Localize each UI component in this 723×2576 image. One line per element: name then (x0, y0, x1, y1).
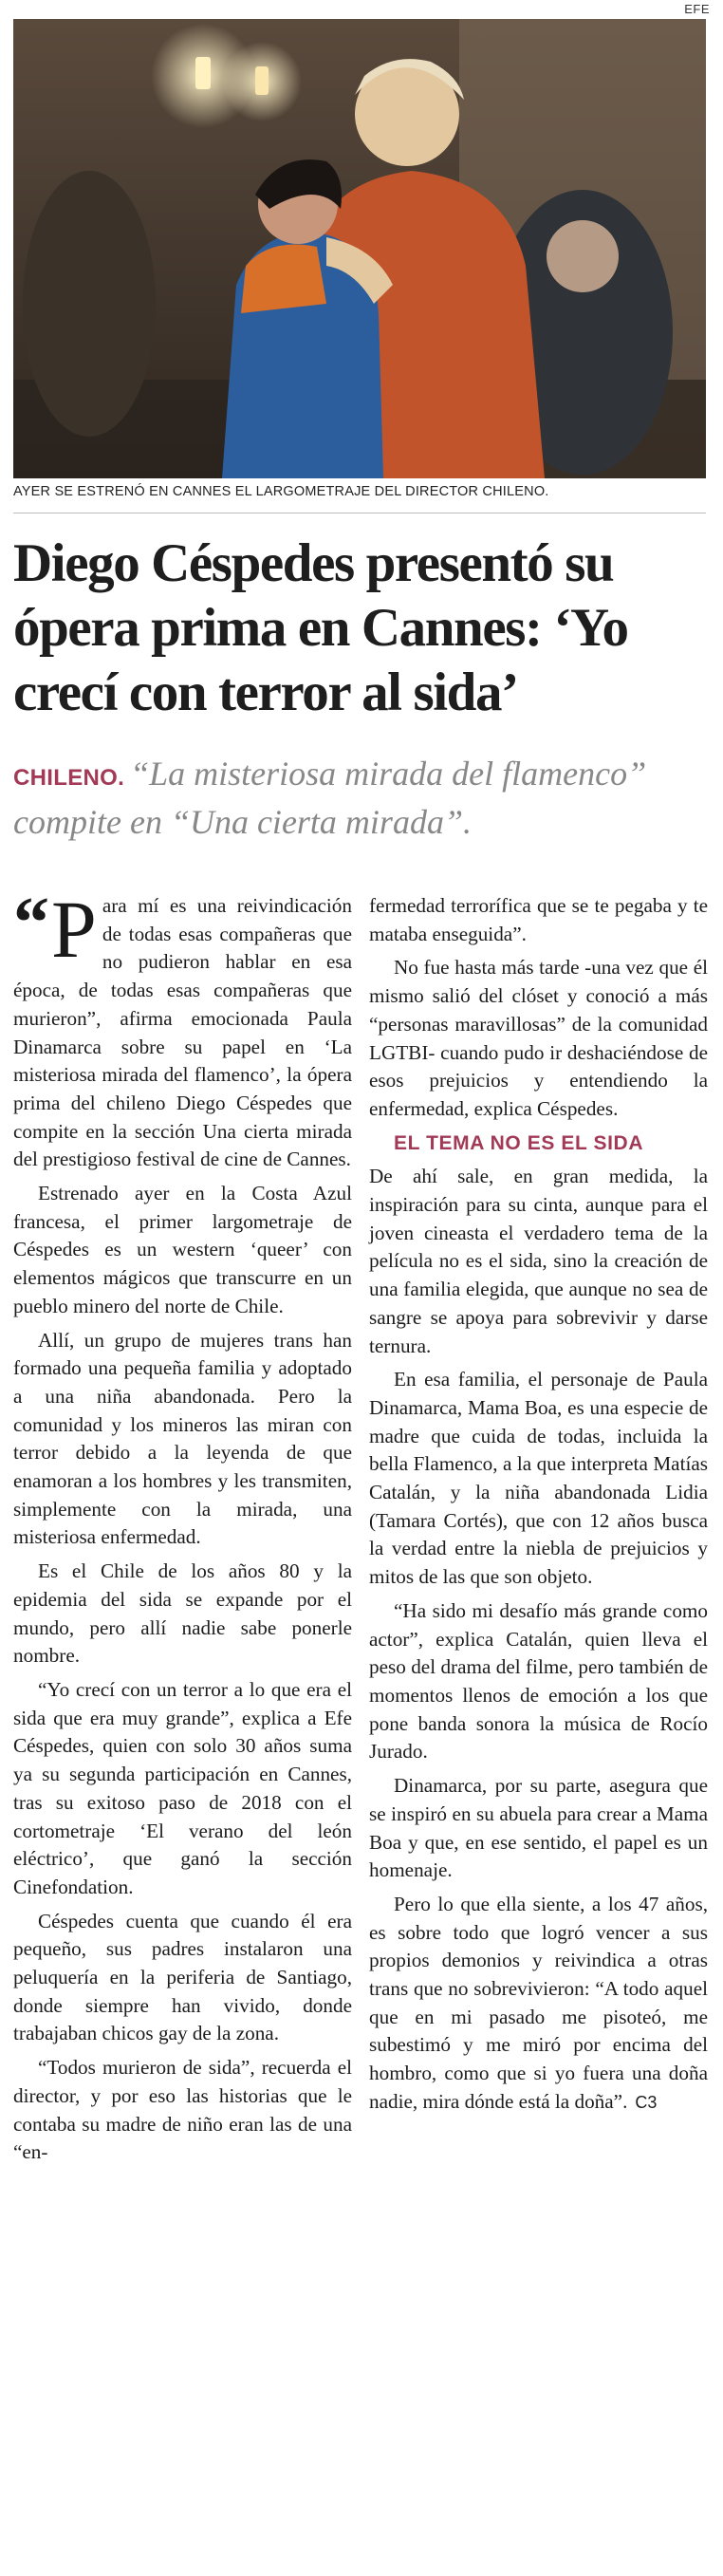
paragraph-10: De ahí sale, en gran medida, la inspiración para su cinta, aunque para el joven cineasta el verdadero tema de la película no es el sida, sino la creación de una familia elegida, que aunque no sea de sangre se apoya para sobrevivir y darse ternura. (369, 1165, 708, 1357)
paragraph-1-text: ara mí es una reivindicación de todas esas compañeras que no pudieron hablar en esa época, de todas esas compañeras que murieron”, afirma emocionada Paula Dinamarca sobre su papel en ‘La misteriosa mirada del flamenco’, la ópera prima del chileno Diego Céspedes que compite en la sección Una cierta mirada del prestigioso festival de cine de Cannes. (13, 894, 352, 1171)
paragraph-3: Allí, un grupo de mujeres trans han formado una pequeña familia y adoptado a una niña abandonada. Pero la comunidad y los mineros las miran con terror debido a la leyenda de que enamoran a los hombres y les transmiten, simplemente con la mirada, una misteriosa enfermedad. (13, 1328, 352, 1549)
photo-credit: EFE (684, 2, 710, 16)
paragraph-13: Dinamarca, por su parte, asegura que se inspiró en su abuela para crear a Mama Boa y que, en ese sentido, el papel es un homenaje. (369, 1774, 708, 1882)
opening-paragraph (13, 883, 352, 1174)
article-column-right (369, 892, 708, 2123)
photo-caption: AYER SE ESTRENÓ EN CANNES EL LARGOMETRAJE DEL DIRECTOR CHILENO. (13, 484, 549, 499)
opening-quote-mark: “ (13, 883, 49, 962)
paragraph-11: En esa familia, el personaje de Paula Dinamarca, Mama Boa, es una especie de madre que cuida de todas, incluida la bella Flamenco, a la que interpreta Matías Catalán, y la niña abandonada Lidia (Tamara Cortés), que con 12 años busca la verdad entre la niebla de prejuicios y mitos de las que son objeto. (369, 1368, 708, 1589)
paragraph-7: “Todos murieron de sida”, recuerda el director, y por eso las historias que le contaba su madre de niño eran las de una “en- (13, 2056, 352, 2164)
section-heading: EL TEMA NO ES EL SIDA (394, 1131, 644, 1154)
paragraph-4: Es el Chile de los años 80 y la epidemia del sida se expande por el mundo, pero allí nadie sabe ponerle nombre. (13, 1559, 352, 1668)
paragraph-6: Céspedes cuenta que cuando él era pequeño, sus padres instalaron una peluquería en la periferia de Santiago, donde siempre han vivido, donde trabajaban chicos gay de la zona. (13, 1909, 352, 2045)
end-mark: C3 (635, 2092, 658, 2112)
paragraph-9: No fue hasta más tarde -una vez que él mismo salió del clóset y conoció a más “personas maravillosas” de la comunidad LGTBI- cuando pudo ir deshaciéndose de esos prejuicios y entendiendo la enfermedad, explica Céspedes. (369, 956, 708, 1120)
subhead-text: “La misteriosa mirada del flamenco” compite en “Una cierta mirada”. (13, 755, 647, 841)
subhead (13, 752, 708, 844)
paragraph-2: Estrenado ayer en la Costa Azul francesa, el primer largometraje de Céspedes es un western ‘queer’ con elementos mágicos que transcurre en un pueblo minero del norte de Chile. (13, 1182, 352, 1317)
headline: Diego Céspedes presentó su ópera prima en Cannes: ‘Yo crecí con terror al sida’ (13, 533, 628, 722)
paragraph-8: fermedad terrorífica que se te pegaba y te mataba enseguida”. (369, 894, 708, 945)
drop-cap: P (51, 884, 97, 975)
paragraph-12: “Ha sido mi desafío más grande como actor”, explica Catalán, quien lleva el peso del drama del filme, pero también de momentos llenos de emoción a los que pone banda sonora la música de Rocío Jurado. (369, 1598, 708, 1764)
article-photo (13, 19, 706, 478)
subhead-kicker: CHILENO. (13, 765, 125, 791)
article-column-left (13, 883, 352, 2173)
paragraph-5: “Yo crecí con un terror a lo que era el sida que era muy grande”, explica a Efe Céspedes, quien con solo 30 años suma ya su segunda participación en Cannes, tras su exitoso paso de 2018 con el cortometraje ‘El verano del león eléctrico’, que ganó la sección Cinefondation. (13, 1677, 352, 1898)
paragraph-14-text: Pero lo que ella siente, a los 47 años, es sobre todo que logró vencer a sus propios demonios y reivindica a otras trans que no sobrevivieron: “A todo aquel que en mi pasado me pisoteó, me subestimó y me miró por encima del hombro, como que si yo fuera una doña nadie, mira dónde está la doña”. (369, 1892, 708, 2113)
paragraph-14 (369, 1891, 708, 2118)
photo-illustration (13, 19, 706, 478)
